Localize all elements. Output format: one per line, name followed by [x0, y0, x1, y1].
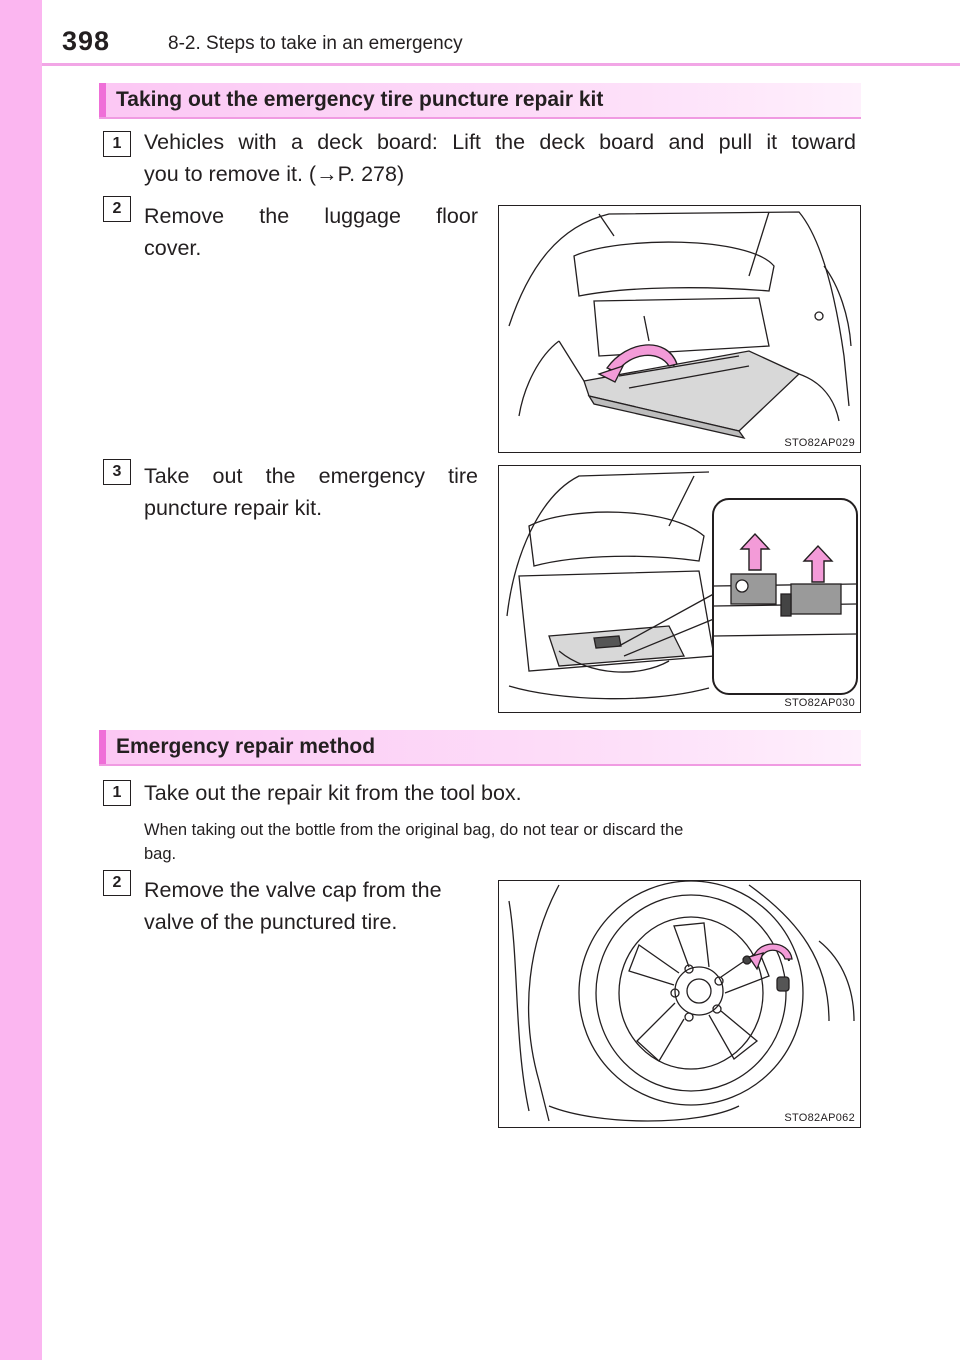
- step-2-text-line1: Remove the luggage floor: [144, 204, 478, 228]
- figure-code: STO82AP029: [784, 437, 855, 449]
- step-1-note-line2: bag.: [144, 845, 177, 863]
- step-badge-1: 1: [103, 131, 131, 157]
- step-2-text-line2: valve of the punctured tire.: [144, 910, 398, 934]
- figure-repair-kit-location: [498, 465, 861, 713]
- section-title: Emergency repair method: [116, 735, 376, 758]
- figure-valve-cap: [498, 880, 861, 1128]
- step-3-text-line2: puncture repair kit.: [144, 496, 323, 520]
- page-number: 398: [62, 26, 111, 56]
- step-1-text: Take out the repair kit from the tool box.: [144, 781, 522, 805]
- step-2-text-line1: Remove the valve cap from the: [144, 878, 442, 902]
- section-title: Taking out the emergency tire puncture repair kit: [116, 88, 604, 111]
- step-badge-2: 2: [103, 870, 131, 896]
- step-1-text-line2: you to remove it. (→P. 278): [144, 162, 405, 186]
- chapter-title: 8-2. Steps to take in an emergency: [168, 33, 463, 54]
- side-color-band: [0, 0, 42, 1360]
- section-heading-repair-method: [99, 730, 861, 766]
- figure-luggage-floor-cover: [498, 205, 861, 453]
- step-badge-1: 1: [103, 780, 131, 806]
- figure-code: STO82AP062: [784, 1112, 855, 1124]
- step-3-text-line1: Take out the emergency tire: [144, 464, 478, 488]
- step-1-text-line1: Vehicles with a deck board: Lift the deck board and pull it toward: [144, 130, 856, 154]
- figure-code: STO82AP030: [784, 697, 855, 709]
- header-rule: [42, 63, 960, 66]
- step-1-note-line1: When taking out the bottle from the original bag, do not tear or discard the: [144, 821, 684, 839]
- step-badge-3: 3: [103, 459, 131, 485]
- section-heading-repair-kit: [99, 83, 861, 119]
- step-badge-2: 2: [103, 196, 131, 222]
- step-2-text-line2: cover.: [144, 236, 202, 260]
